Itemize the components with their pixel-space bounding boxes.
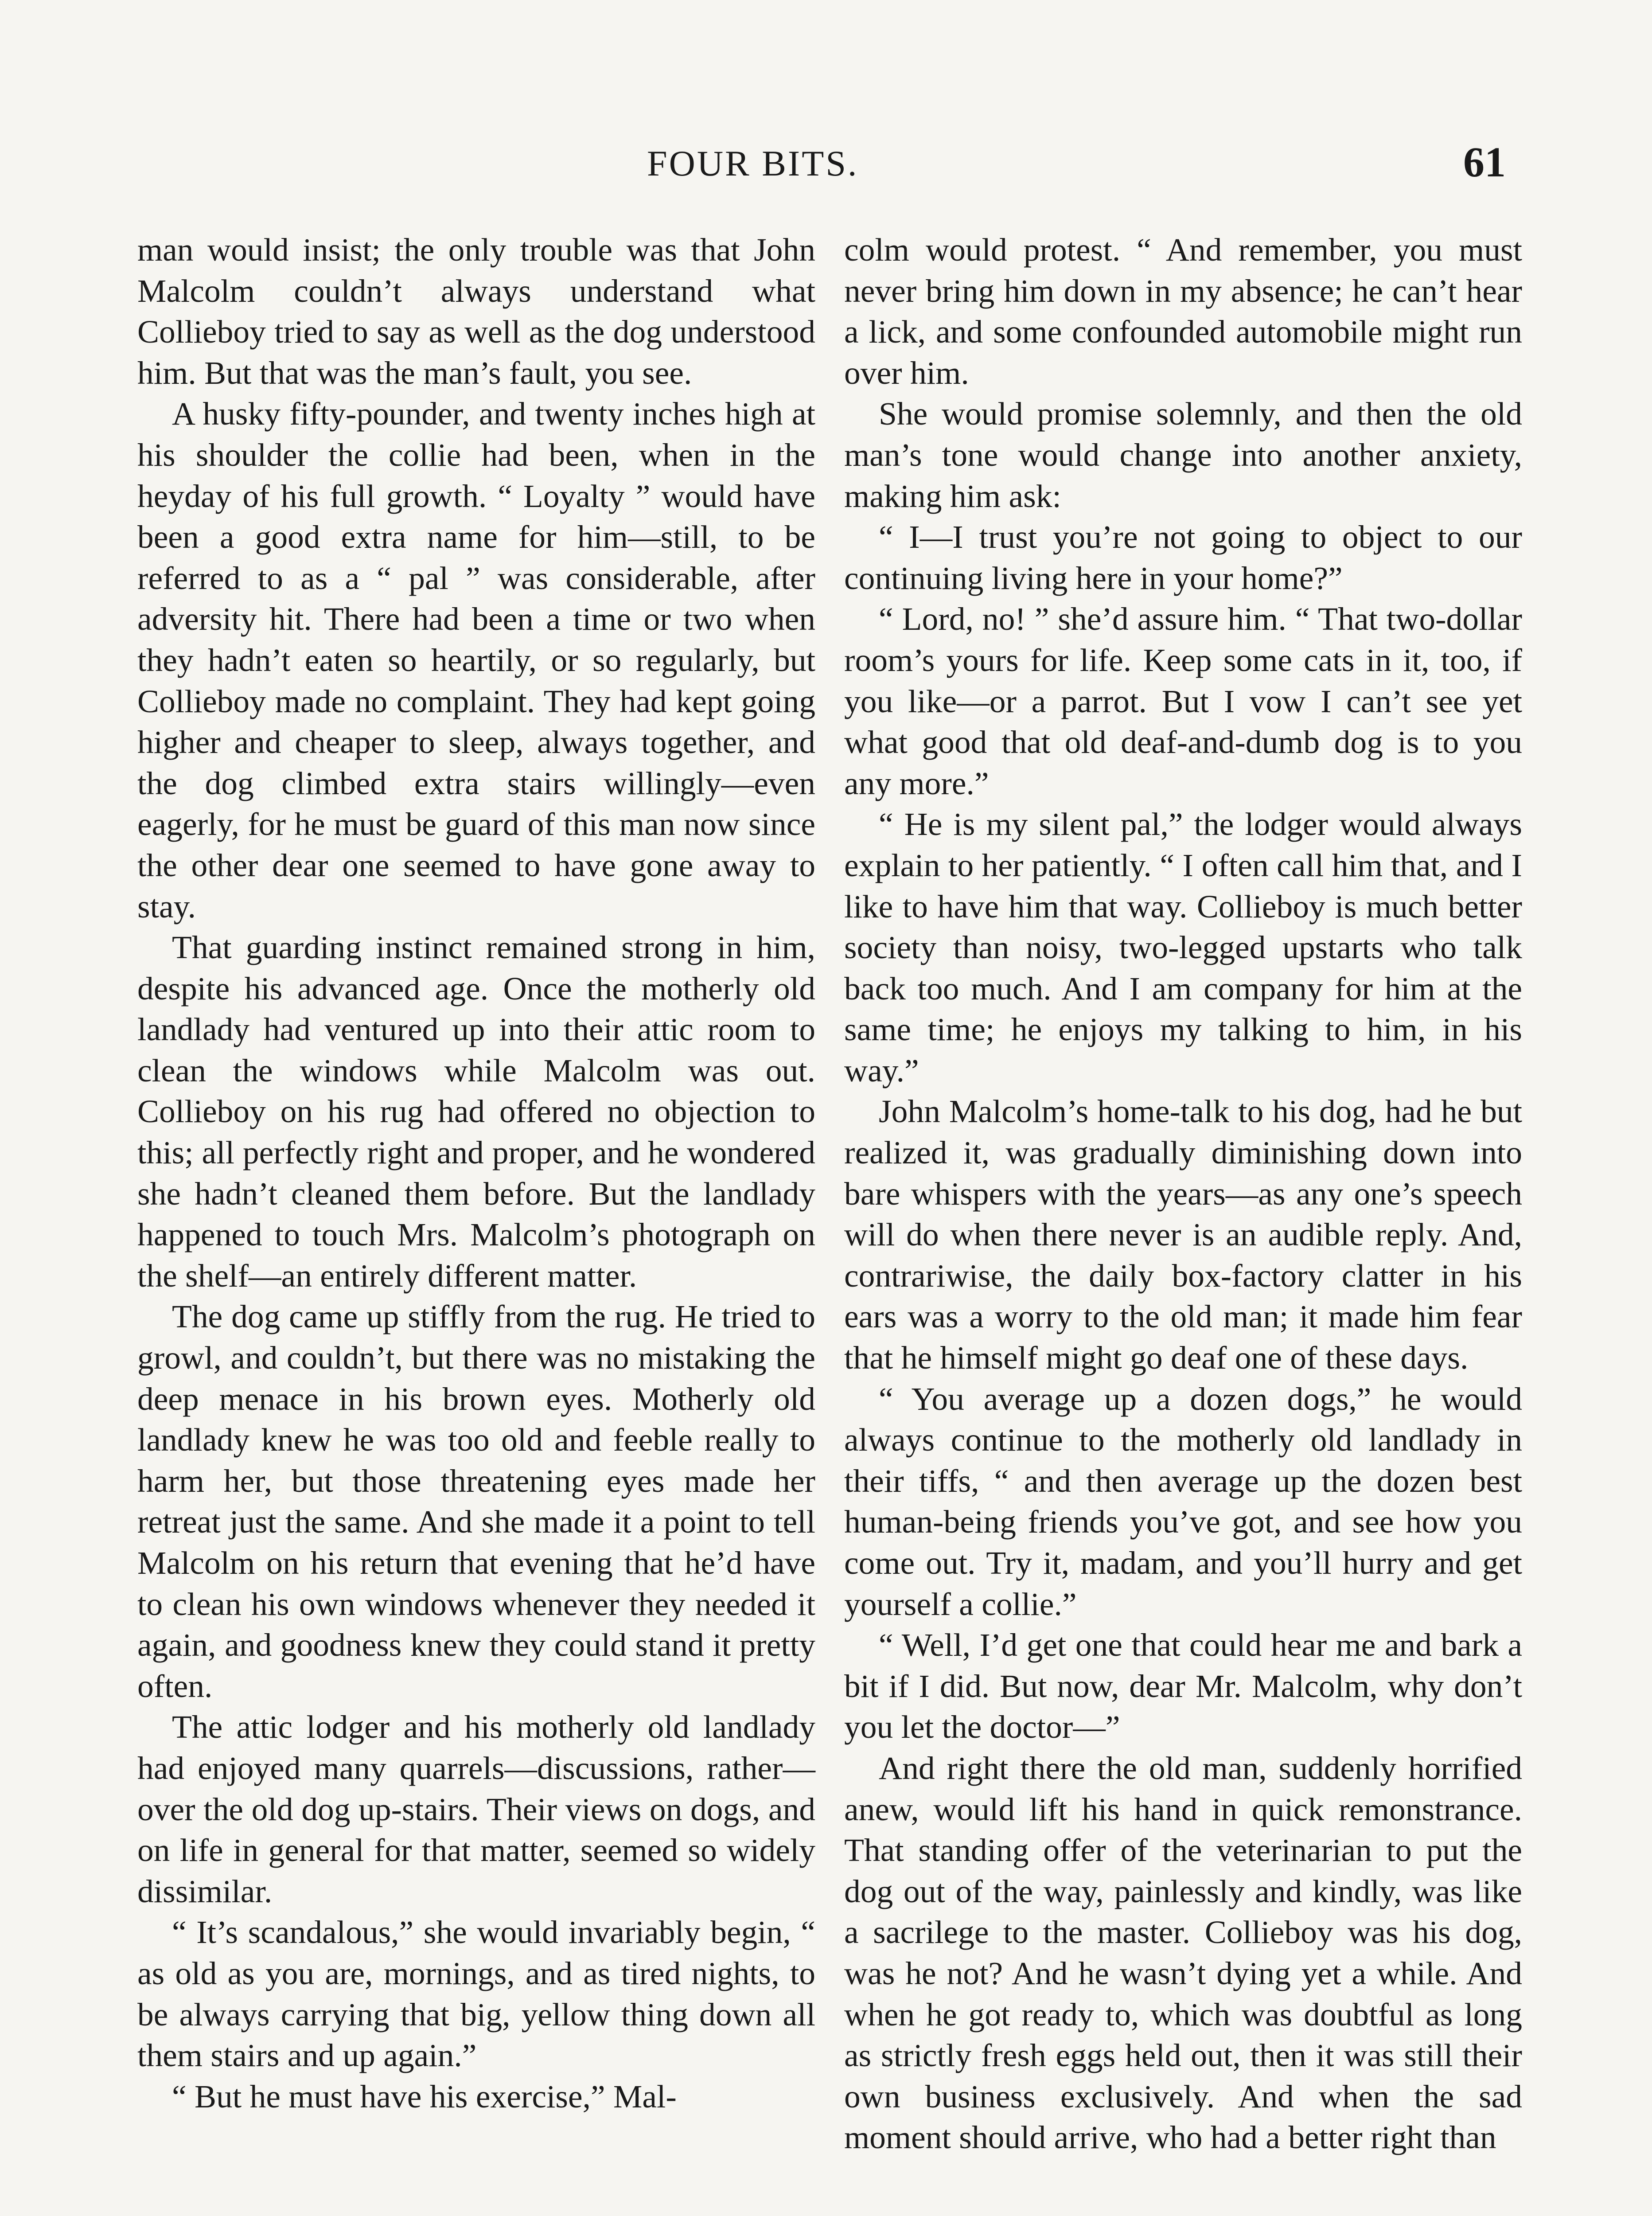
paragraph: And right there the old man, suddenly horrified anew, would lift his hand in quick remonstrance. That standing offer of the veterinarian to put the dog out of the way, painlessly and kindly, was like a sacrilege to the master. Collieboy was his dog, was he not? And he wasn’t dying yet a while. And when he got ready to, which was doubtful as long as strictly fresh eggs held out, then it was still their own business exclusively. And when the sad moment should arrive, who had a better right than [844,1750,1522,2156]
paragraph: “ I—I trust you’re not going to object to our continuing living here in your home?” [844,519,1522,596]
paragraph: “ Lord, no! ” she’d assure him. “ That two-dollar room’s yours for life. Keep some cats in it, too, if you like—or a parrot. But I vow I can’t see yet what good that old deaf-and-dumb dog is to you any more.” [844,601,1522,801]
paragraph: John Malcolm’s home-talk to his dog, had he but realized it, was gradually diminishing down into bare whispers with the years—as any one’s speech will do when there never is an audible reply. And, contrariwise, the daily box-factory clatter in his ears was a worry to the old man; it made him fear that he himself might go deaf one of these days. [844,1093,1522,1376]
paragraph: That guarding instinct remained strong in him, despite his advanced age. Once the motherly old landlady had ventured up into their attic room to clean the windows while Malcolm was out. Collieboy on his rug had offered no objection to this; all perfectly right and proper, and he wondered she hadn’t cleaned them before. But the landlady happened to touch Mrs. Malcolm’s photograph on the shelf—an entirely different matter. [137,929,815,1294]
page-header [0,133,1652,195]
paragraph: The dog came up stiffly from the rug. He tried to growl, and couldn’t, but there was no mistaking the deep menace in his brown eyes. Motherly old landlady knew he was too old and feeble really to harm her, but those threatening eyes made her retreat just the same. And she made it a point to tell Malcolm on his return that evening that he’d have to clean his own windows whenever they needed it again, and goodness knew they could stand it pretty often. [137,1299,815,1704]
paragraph: “ You average up a dozen dogs,” he would always continue to the motherly old landlady in their tiffs, “ and then average up the dozen best human-being friends you’ve got, and see how you come out. Try it, madam, and you’ll hurry and get yourself a collie.” [844,1381,1522,1622]
running-title: FOUR BITS. [647,143,859,183]
paragraph: “ But he must have his exercise,” Mal- [172,2078,677,2115]
paragraph: She would promise solemnly, and then the old man’s tone would change into another anxiety, making him ask: [844,396,1522,514]
right-column [844,230,1522,2158]
paragraph: colm would protest. “ And remember, you must never bring him down in my absence; he can’t hear a lick, and some confounded automobile might run over him. [844,232,1522,391]
page-number: 61 [1463,138,1506,186]
paragraph: “ He is my silent pal,” the lodger would always explain to her patiently. “ I often call him that, and I like to have him that way. Collieboy is much better society than noisy, two-legged upstarts who talk back too much. And I am company for him at the same time; he enjoys my talking to him, in his way.” [844,806,1522,1088]
left-column [137,230,815,2117]
paragraph: A husky fifty-pounder, and twenty inches high at his shoulder the collie had been, when in the heyday of his full growth. “ Loyalty ” would have been a good extra name for him—still, to be referred to as a “ pal ” was considerable, after adversity hit. There had been a time or two when they hadn’t eaten so heartily, or so regularly, but Collieboy made no complaint. They had kept going higher and cheaper to sleep, always together, and the dog climbed extra stairs willingly—even eagerly, for he must be guard of this man now since the other dear one seemed to have gone away to stay. [137,396,815,925]
paragraph: “ Well, I’d get one that could hear me and bark a bit if I did. But now, dear Mr. Malcolm, why don’t you let the doctor—” [844,1627,1522,1745]
paragraph: The attic lodger and his motherly old landlady had enjoyed many quarrels—discussions, rather—over the old dog up-stairs. Their views on dogs, and on life in general for that matter, seemed so widely dissimilar. [137,1709,815,1909]
paragraph: man would insist; the only trouble was that John Malcolm couldn’t always understand what Collieboy tried to say as well as the dog understood him. But that was the man’s fault, you see. [137,232,815,391]
paragraph: “ It’s scandalous,” she would invariably begin, “ as old as you are, mornings, and as tired nights, to be always carrying that big, yellow thing down all them stairs and up again.” [137,1914,815,2074]
